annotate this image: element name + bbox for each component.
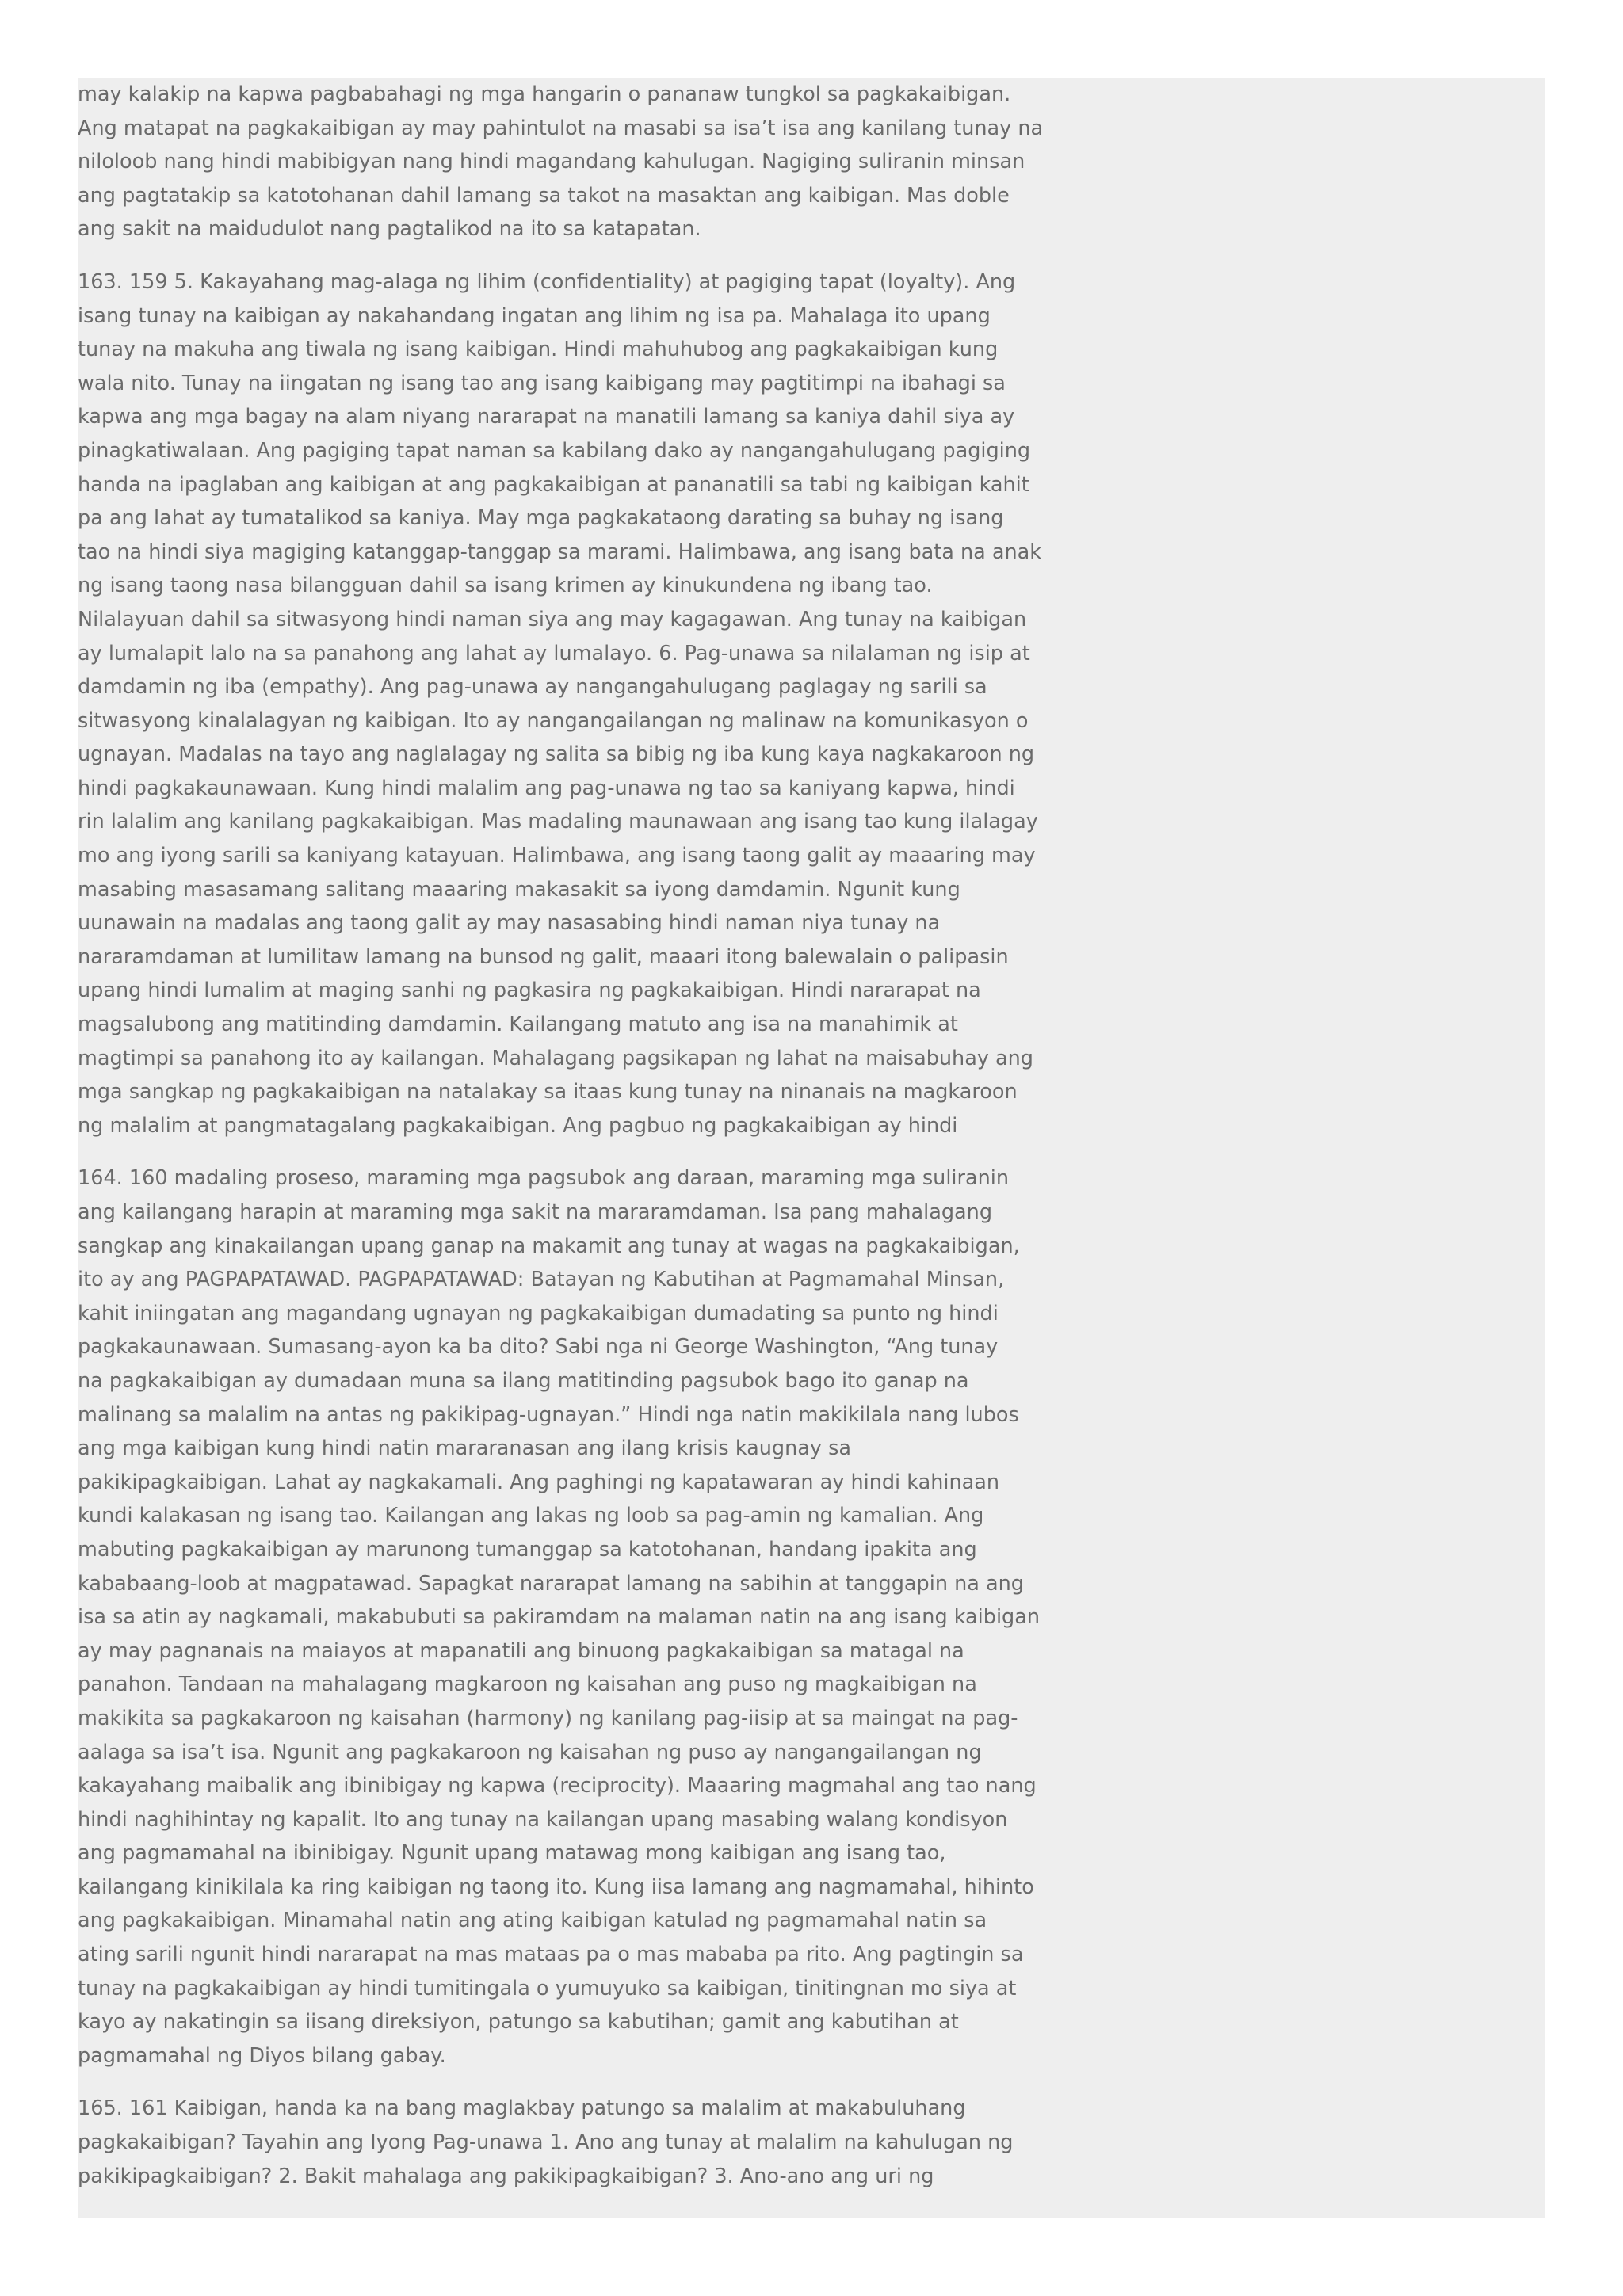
- text-line: pinagkatiwalaan. Ang pagiging tapat naman sa kabilang dako ay nangangahulugang pagiging: [78, 438, 1031, 463]
- text-line: pakikipagkaibigan. Lahat ay nagkakamali. Ang paghingi ng kapatawaran ay hindi kahinaan: [78, 1470, 1000, 1494]
- paragraph-page-164: [78, 1161, 1076, 2073]
- text-line: handa na ipaglaban ang kaibigan at ang pagkakaibigan at pananatili sa tabi ng kaibigan kahit: [78, 472, 1029, 497]
- text-line: kahit iniingatan ang magandang ugnayan ng pagkakaibigan dumadating sa punto ng hindi: [78, 1301, 999, 1325]
- text-line: ugnayan. Madalas na tayo ang naglalagay ng salita sa bibig ng iba kung kaya nagkakaroon ng: [78, 742, 1035, 767]
- text-line: Nilalayuan dahil sa sitwasyong hindi naman siya ang may kagagawan. Ang tunay na kaibigan: [78, 607, 1027, 631]
- text-line: 164. 160 madaling proseso, maraming mga pagsubok ang daraan, maraming mga suliranin: [78, 1166, 1010, 1191]
- paragraph-page-163: [78, 265, 1076, 1142]
- text-line: ng malalim at pangmatagalang pagkakaibigan. Ang pagbuo ng pagkakaibigan ay hindi: [78, 1113, 958, 1138]
- text-line: ang pagtatakip sa katotohanan dahil lamang sa takot na masaktan ang kaibigan. Mas doble: [78, 183, 1010, 208]
- text-line: 165. 161 Kaibigan, handa ka na bang maglakbay patungo sa malalim at makabuluhang: [78, 2096, 966, 2121]
- text-line: pa ang lahat ay tumatalikod sa kaniya. May mga pagkakataong darating sa buhay ng isang: [78, 506, 1004, 531]
- text-line: kababaang-loob at magpatawad. Sapagkat nararapat lamang na sabihin at tanggapin na ang: [78, 1571, 1024, 1596]
- text-line: aalaga sa isa’t isa. Ngunit ang pagkakaroon ng kaisahan ng puso ay nangangailangan ng: [78, 1740, 982, 1764]
- text-line: malinang sa malalim na antas ng pakikipag-ugnayan.” Hindi nga natin makikilala nang lubos: [78, 1402, 1019, 1427]
- text-line: nararamdaman at lumilitaw lamang na bunsod ng galit, maaari itong balewalain o palipasin: [78, 944, 1009, 969]
- text-line: panahon. Tandaan na mahalagang magkaroon ng kaisahan ang puso ng magkaibigan na: [78, 1672, 977, 1697]
- text-line: mo ang iyong sarili sa kaniyang katayuan. Halimbawa, ang isang taong galit ay maaaring may: [78, 844, 1036, 868]
- text-line: upang hindi lumalim at maging sanhi ng pagkasira ng pagkakaibigan. Hindi nararapat na: [78, 978, 981, 1003]
- text-line: hindi naghihintay ng kapalit. Ito ang tunay na kailangan upang masabing walang kondisyon: [78, 1807, 1008, 1832]
- text-line: Ang matapat na pagkakaibigan ay may pahintulot na masabi sa isa’t isa ang kanilang tunay na: [78, 116, 1044, 140]
- text-line: ang sakit na maidudulot nang pagtalikod na ito sa katapatan.: [78, 217, 701, 242]
- text-line: ay lumalapit lalo na sa panahong ang lahat ay lumalayo. 6. Pag-unawa sa nilalaman ng isip at: [78, 641, 1030, 666]
- text-line: damdamin ng iba (empathy). Ang pag-unawa ay nangangahulugang paglagay ng sarili sa: [78, 675, 987, 700]
- text-line: ay may pagnanais na maiayos at mapanatili ang binuong pagkakaibigan sa matagal na: [78, 1638, 964, 1663]
- text-line: ang kailangang harapin at maraming mga sakit na mararamdaman. Isa pang mahalagang: [78, 1200, 992, 1224]
- text-line: niloloob nang hindi mabibigyan nang hindi magandang kahulugan. Nagiging suliranin minsan: [78, 150, 1025, 174]
- text-line: ang pagkakaibigan. Minamahal natin ang ating kaibigan katulad ng pagmamahal natin sa: [78, 1909, 987, 1933]
- text-line: pagmamahal ng Diyos bilang gabay.: [78, 2043, 446, 2068]
- text-line: ang pagmamahal na ibinibigay. Ngunit upang matawag mong kaibigan ang isang tao,: [78, 1841, 946, 1866]
- text-line: ating sarili ngunit hindi nararapat na mas mataas pa o mas mababa pa rito. Ang pagtingin sa: [78, 1943, 1024, 1967]
- text-line: isa sa atin ay nagkamali, makabubuti sa pakiramdam na malaman natin na ang isang kaibigan: [78, 1605, 1041, 1630]
- text-line: na pagkakaibigan ay dumadaan muna sa ilang matitinding pagsubok bago ito ganap na: [78, 1368, 969, 1393]
- text-line: may kalakip na kapwa pagbabahagi ng mga hangarin o pananaw tungkol sa pagkakaibigan.: [78, 82, 1011, 106]
- text-line: isang tunay na kaibigan ay nakahandang ingatan ang lihim ng isa pa. Mahalaga ito upang: [78, 303, 991, 328]
- text-line: sitwasyong kinalalagyan ng kaibigan. Ito ay nangangailangan ng malinaw na komunikasyon o: [78, 708, 1029, 733]
- document-text: [78, 78, 1076, 2193]
- text-line: ito ay ang PAGPAPATAWAD. PAGPAPATAWAD: Batayan ng Kabutihan at Pagmamahal Minsan,: [78, 1268, 1005, 1292]
- text-line: tao na hindi siya magiging katanggap-tanggap sa marami. Halimbawa, ang isang bata na anak: [78, 540, 1042, 564]
- text-line: tunay na makuha ang tiwala ng isang kaibigan. Hindi mahuhubog ang pagkakaibigan kung: [78, 338, 999, 362]
- paragraph-page-165: [78, 2092, 1076, 2193]
- text-line: ang mga kaibigan kung hindi natin mararanasan ang ilang krisis kaugnay sa: [78, 1436, 852, 1461]
- text-line: kailangang kinikilala ka ring kaibigan ng taong ito. Kung iisa lamang ang nagmamahal, hihinto: [78, 1875, 1034, 1899]
- text-line: kayo ay nakatingin sa iisang direksiyon, patungo sa kabutihan; gamit ang kabutihan at: [78, 2010, 959, 2035]
- text-line: uunawain na madalas ang taong galit ay may nasasabing hindi naman niya tunay na: [78, 911, 941, 936]
- text-line: makikita sa pagkakaroon ng kaisahan (harmony) ng kanilang pag-iisip at sa maingat na pag-: [78, 1706, 1018, 1730]
- text-line: kundi kalakasan ng isang tao. Kailangan ang lakas ng loob sa pag-amin ng kamalian. Ang: [78, 1504, 984, 1528]
- text-line: pagkakaibigan? Tayahin ang Iyong Pag-unawa 1. Ano ang tunay at malalim na kahulugan ng: [78, 2130, 1014, 2155]
- text-line: magtimpi sa panahong ito ay kailangan. Mahalagang pagsikapan ng lahat na maisabuhay ang: [78, 1046, 1033, 1070]
- paragraph-friendship-honesty: [78, 78, 1076, 246]
- text-line: mga sangkap ng pagkakaibigan na natalakay sa itaas kung tunay na ninanais na magkaroon: [78, 1080, 1018, 1104]
- text-line: magsalubong ang matitinding damdamin. Kailangang matuto ang isa na manahimik at: [78, 1013, 958, 1037]
- text-line: hindi pagkakaunawaan. Kung hindi malalim ang pag-unawa ng tao sa kaniyang kapwa, hindi: [78, 776, 1015, 800]
- text-line: rin lalalim ang kanilang pagkakaibigan. Mas madaling maunawaan ang isang tao kung ilalagay: [78, 810, 1038, 834]
- text-line: ng isang taong nasa bilangguan dahil sa isang krimen ay kinukundena ng ibang tao.: [78, 574, 933, 598]
- text-line: mabuting pagkakaibigan ay marunong tumanggap sa katotohanan, handang ipakita ang: [78, 1537, 977, 1562]
- document-page: [78, 78, 1545, 2218]
- text-line: pakikipagkaibigan? 2. Bakit mahalaga ang pakikipagkaibigan? 3. Ano-ano ang uri ng: [78, 2164, 934, 2188]
- text-line: wala nito. Tunay na iingatan ng isang tao ang isang kaibigang may pagtitimpi na ibahagi sa: [78, 371, 1006, 395]
- text-line: kapwa ang mga bagay na alam niyang nararapat na manatili lamang sa kaniya dahil siya ay: [78, 405, 1015, 429]
- text-line: 163. 159 5. Kakayahang mag-alaga ng lihim (confidentiality) at pagiging tapat (loyalty). Ang: [78, 269, 1016, 294]
- text-line: masabing masasamang salitang maaaring makasakit sa iyong damdamin. Ngunit kung: [78, 877, 960, 902]
- text-line: pagkakaunawaan. Sumasang-ayon ka ba dito? Sabi nga ni George Washington, “Ang tunay: [78, 1335, 999, 1360]
- text-line: tunay na pagkakaibigan ay hindi tumitingala o yumuyuko sa kaibigan, tinitingnan mo siya at: [78, 1976, 1017, 2000]
- text-line: sangkap ang kinakailangan upang ganap na makamit ang tunay at wagas na pagkakaibigan,: [78, 1234, 1020, 1258]
- text-line: kakayahang maibalik ang ibinibigay ng kapwa (reciprocity). Maaaring magmahal ang tao nang: [78, 1774, 1037, 1798]
